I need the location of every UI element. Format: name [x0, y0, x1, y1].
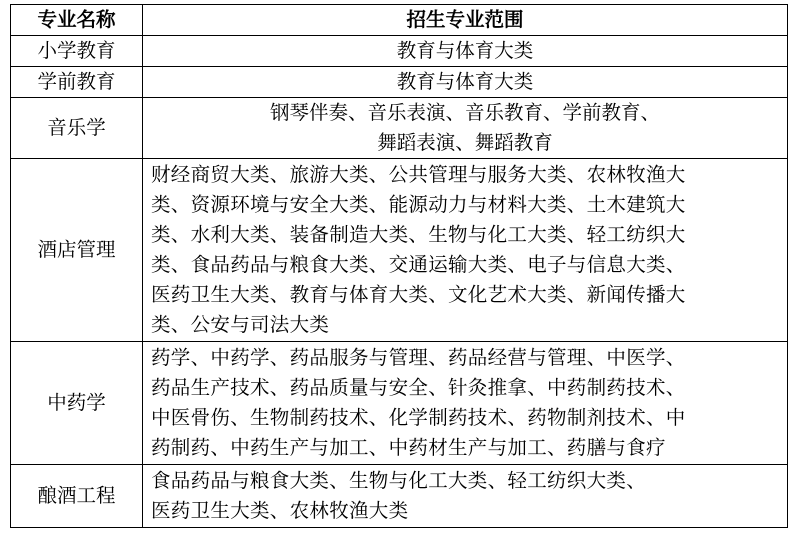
table-row: [11, 36, 788, 67]
major-name-cell: 音乐学: [11, 98, 143, 159]
scope-line: 药学、中药学、药品服务与管理、药品经营与管理、中医学、: [151, 346, 686, 369]
major-scope-table-container: [10, 4, 788, 528]
scope-cell: [143, 159, 788, 342]
table-row: [11, 342, 788, 465]
scope-line: 医药卫生大类、教育与体育大类、文化艺术大类、新闻传播大: [151, 283, 686, 306]
table-row: [11, 98, 788, 159]
table-row: [11, 67, 788, 98]
scope-line: 类、水利大类、装备制造大类、生物与化工大类、轻工纺织大: [151, 223, 686, 246]
major-name-cell: 小学教育: [11, 36, 143, 67]
scope-cell: [143, 342, 788, 465]
scope-line: 中医骨伤、生物制药技术、化学制药技术、药物制剂技术、中: [151, 406, 686, 429]
scope-line: 药品生产技术、药品质量与安全、针灸推拿、中药制药技术、: [151, 376, 686, 399]
major-name-cell: 酿酒工程: [11, 465, 143, 528]
scope-cell: [143, 98, 788, 159]
table-row: [11, 465, 788, 528]
scope-line: 类、资源环境与安全大类、能源动力与材料大类、土木建筑大: [151, 193, 686, 216]
major-name-cell: 学前教育: [11, 67, 143, 98]
scope-line: 财经商贸大类、旅游大类、公共管理与服务大类、农林牧渔大: [151, 163, 686, 186]
scope-line: 舞蹈表演、舞蹈教育: [377, 131, 553, 154]
scope-cell: [143, 36, 788, 67]
table-row: [11, 159, 788, 342]
scope-line: 教育与体育大类: [396, 39, 534, 62]
scope-cell: [143, 465, 788, 528]
scope-line: 钢琴伴奏、音乐表演、音乐教育、学前教育、: [269, 101, 660, 124]
header-major-name: 专业名称: [11, 5, 143, 36]
header-enrollment-scope: 招生专业范围: [143, 5, 788, 36]
scope-cell: [143, 67, 788, 98]
scope-line: 教育与体育大类: [396, 70, 534, 93]
scope-line: 药制药、中药生产与加工、中药材生产与加工、药膳与食疗: [151, 436, 666, 459]
scope-line: 类、食品药品与粮食大类、交通运输大类、电子与信息大类、: [151, 253, 686, 276]
table-header-row: [11, 5, 788, 36]
scope-line: 食品药品与粮食大类、生物与化工大类、轻工纺织大类、: [151, 469, 647, 492]
major-scope-table: [10, 4, 788, 528]
scope-line: 医药卫生大类、农林牧渔大类: [151, 499, 409, 522]
major-name-cell: 中药学: [11, 342, 143, 465]
major-name-cell: 酒店管理: [11, 159, 143, 342]
scope-line: 类、公安与司法大类: [151, 313, 330, 336]
